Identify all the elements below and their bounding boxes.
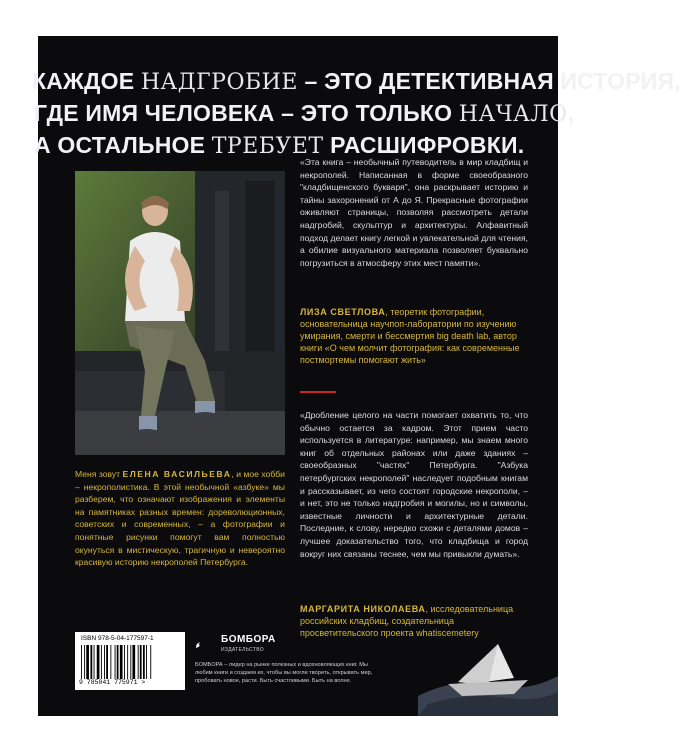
bio-text: , и мое хобби – некрополистика. В этой необычной «азбуке» мы разберем, что означают изображения и элементы на памятниках разных времен: дореволюционных, советских и современных, – а фотографии и понятные рисунки помогут вам полностью окунуться в мистическую, трагичную и невероятно красивую историю некрополей Петербурга.	[75, 469, 285, 568]
headline-accent-word: НАДГРОБИЕ	[140, 70, 298, 95]
headline-line-1	[32, 66, 681, 98]
quote-1-author	[300, 306, 528, 366]
author-description: , теоретик фотографии, основательница научпоп-лаборатории по изучению умирания, смерти и бессмертия big death lab, автор книги «О чем молчит фотография: как современные постмортемы помогают жить»	[300, 307, 520, 365]
isbn-label: ISBN 978-5-04-177597-1	[81, 635, 154, 642]
author-photo	[75, 171, 285, 455]
headline-text: ГДЕ ИМЯ ЧЕЛОВЕКА – ЭТО ТОЛЬКО	[34, 100, 459, 126]
barcode	[75, 632, 185, 690]
bio-text: Меня зовут	[75, 469, 123, 479]
author-name: ЛИЗА СВЕТЛОВА	[300, 307, 386, 317]
headline-text: РАСШИФРОВКИ.	[323, 132, 525, 158]
headline-text: А ОСТАЛЬНОЕ	[34, 132, 212, 158]
bio-author-name: ЕЛЕНА ВАСИЛЬЕВА	[122, 469, 232, 479]
paper-boat-illustration	[418, 626, 558, 716]
bombora-logo-icon	[195, 632, 217, 658]
book-back-cover	[32, 36, 681, 716]
headline-text: КАЖДОЕ	[32, 68, 141, 94]
headline-accent-word: НАЧАЛО	[458, 102, 568, 127]
publisher-brand: БОМБОРА	[221, 634, 276, 645]
headline-text: – ЭТО ДЕТЕКТИВНАЯ ИСТОРИЯ,	[297, 68, 681, 94]
author-photo-illustration	[75, 171, 285, 455]
barcode-bars	[81, 645, 179, 679]
author-description: , исследовательница российских кладбищ, создательница просветительского проекта whatiscemetery	[300, 604, 514, 638]
red-divider	[300, 391, 336, 393]
headline-accent-word: ТРЕБУЕТ	[211, 134, 324, 159]
headline-text: ,	[567, 100, 575, 126]
publisher-subtitle: ИЗДАТЕЛЬСТВО	[221, 647, 264, 653]
publisher-blurb: БОМБОРА – лидер на рынке полезных и вдохновляющих книг. Мы любим книги и создаем их, чтобы вы могли творить, открывать мир, пробовать новое, расти. Быть счастливыми. Быть на волне.	[195, 662, 373, 684]
author-bio	[75, 468, 285, 569]
headline-line-2	[34, 98, 575, 130]
author-name: МАРГАРИТА НИКОЛАЕВА	[300, 604, 426, 614]
quote-2: «Дробление целого на части помогает охватить то, что обычно остается за кадром. Этот прием часто используется в литературе: например, мы знаем много книг об отдельных районах или даже зданиях – своеобразных "частях" Петербурга. "Азбука петербургских некрополей" наследует подобным книгам и рассказывает, из чего состоят городские некрополи, – и нет, это не только надгробия и могилы, но и символы, известные личности и архитектурные детали. Последние, к слову, нередко схожи с деталями домов – лучшее доказательство того, что кладбища и город вокруг них связаны теснее, чем мы привыкли думать».	[300, 410, 528, 559]
quote-1: «Эта книга – необычный путеводитель в мир кладбищ и некрополей. Написанная в форме своеобразного "кладбищенского букваря", она раскрывает историю и тайны захоронений от А до Я. Прекрасные фотографии оживляют страницы, позволяя рассмотреть детали надгробий, скульптур и архитектуры. Алфавитный подход делает книгу легкой и увлекательной для чтения, а обилие визуального материала позволяет буквально погрузиться в атмосферу этих мест памяти».	[300, 157, 528, 268]
barcode-number: 9 785041 775971 >	[79, 679, 146, 686]
headline	[32, 66, 681, 162]
